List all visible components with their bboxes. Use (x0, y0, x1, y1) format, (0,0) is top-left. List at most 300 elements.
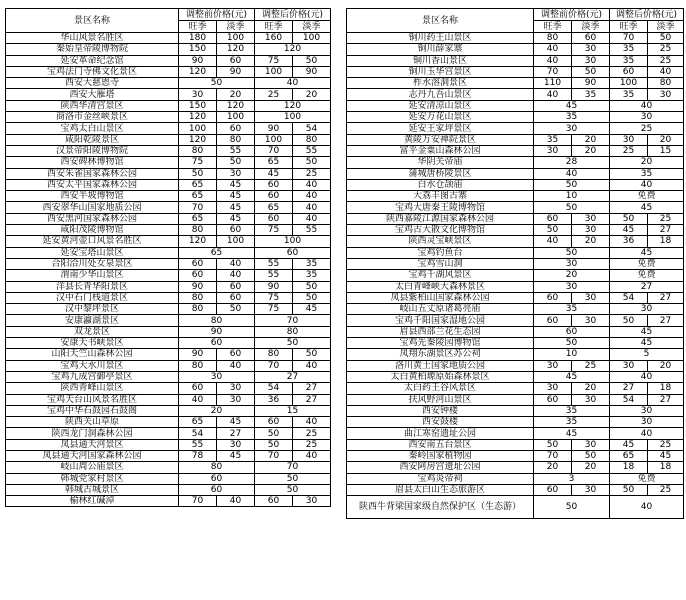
price-after-peak: 55 (255, 270, 293, 281)
price-after-off: 27 (293, 383, 331, 394)
price-before-off: 90 (572, 78, 610, 89)
price-before-peak: 60 (179, 270, 217, 281)
price-after-peak: 90 (255, 281, 293, 292)
scenic-name: 榆林红碱淖 (6, 496, 179, 507)
scenic-name: 宝鸡钓鱼台 (347, 247, 534, 258)
price-before-peak: 120 (179, 66, 217, 77)
scenic-name: 宝鸡古大散文化博物馆 (347, 225, 534, 236)
scenic-name: 咸阳茂陵博物馆 (6, 225, 179, 236)
price-before-off: 27 (217, 428, 255, 439)
table-row (347, 225, 684, 236)
price-after-peak: 50 (255, 439, 293, 450)
price-after-peak: 25 (610, 145, 648, 156)
price-before-peak: 90 (179, 281, 217, 292)
price-before-off: 35 (572, 89, 610, 100)
scenic-name: 西安太平国家森林公园 (6, 179, 179, 190)
price-before-peak: 54 (179, 428, 217, 439)
price-before-peak: 80 (179, 145, 217, 156)
scenic-name: 西安朱雀国家森林公园 (6, 168, 179, 179)
price-before-peak: 30 (179, 89, 217, 100)
price-before-peak: 80 (179, 225, 217, 236)
table-row (6, 33, 331, 44)
table-row (347, 145, 684, 156)
price-before-peak: 50 (534, 439, 572, 450)
table-row (6, 304, 331, 315)
scenic-name: 岐山周公庙景区 (6, 462, 179, 473)
price-after-unified: 70 (255, 462, 331, 473)
price-after-unified: 5 (610, 349, 684, 360)
scenic-name: 宝鸡雪山洞 (347, 258, 534, 269)
price-after-unified: 30 (610, 112, 684, 123)
scenic-name: 凤县通天河景区 (6, 439, 179, 450)
price-after-peak: 54 (610, 292, 648, 303)
table-row (347, 371, 684, 382)
price-after-unified: 27 (255, 371, 331, 382)
price-after-unified: 50 (255, 338, 331, 349)
scenic-name: 铜川玉华宫景区 (347, 66, 534, 77)
header-after: 调整后价格(元) (255, 9, 331, 21)
price-before-off: 30 (217, 439, 255, 450)
table-row (6, 371, 331, 382)
price-after-peak: 45 (255, 168, 293, 179)
table-row (6, 179, 331, 190)
price-before-unified: 3 (534, 473, 610, 484)
price-before-off: 120 (217, 44, 255, 55)
table-row (347, 112, 684, 123)
price-after-off: 55 (293, 145, 331, 156)
price-after-peak: 27 (610, 383, 648, 394)
price-after-peak: 45 (610, 225, 648, 236)
table-row (6, 450, 331, 461)
price-before-peak: 40 (179, 394, 217, 405)
scenic-name: 秦岭国家植物园 (347, 450, 534, 461)
price-before-unified: 35 (534, 417, 610, 428)
scenic-name: 宝鸡中华石鼓园石鼓阁 (6, 405, 179, 416)
table-row (347, 315, 684, 326)
price-before-peak: 70 (534, 66, 572, 77)
table-row (6, 360, 331, 371)
price-before-off: 60 (217, 123, 255, 134)
price-after-peak: 55 (255, 258, 293, 269)
table-row (347, 258, 684, 269)
price-after-off: 25 (293, 439, 331, 450)
price-after-unified: 60 (255, 247, 331, 258)
price-after-off: 45 (293, 304, 331, 315)
price-before-peak: 80 (179, 304, 217, 315)
price-before-peak: 60 (534, 394, 572, 405)
table-row (6, 225, 331, 236)
price-after-unified: 120 (255, 44, 331, 55)
price-before-unified: 20 (534, 270, 610, 281)
price-before-peak: 60 (534, 315, 572, 326)
price-after-unified: 40 (610, 100, 684, 111)
price-after-peak: 30 (610, 360, 648, 371)
price-before-unified: 10 (534, 349, 610, 360)
price-after-off: 50 (648, 33, 684, 44)
price-before-peak: 120 (179, 134, 217, 145)
price-after-peak: 75 (255, 292, 293, 303)
table-row (347, 428, 684, 439)
price-before-unified: 10 (534, 191, 610, 202)
price-after-unified: 50 (255, 473, 331, 484)
table-row (6, 123, 331, 134)
price-before-unified: 35 (534, 112, 610, 123)
price-after-off: 20 (293, 89, 331, 100)
price-before-peak: 60 (534, 484, 572, 495)
scenic-name: 咸阳乾陵景区 (6, 134, 179, 145)
scenic-name: 志丹九吾山景区 (347, 89, 534, 100)
price-after-off: 50 (293, 281, 331, 292)
table-row (347, 450, 684, 461)
price-after-peak: 25 (255, 89, 293, 100)
price-before-off: 30 (217, 383, 255, 394)
price-after-peak: 30 (610, 134, 648, 145)
price-before-off: 55 (217, 145, 255, 156)
price-before-peak: 90 (179, 349, 217, 360)
price-before-unified: 65 (179, 247, 255, 258)
price-before-peak: 30 (534, 383, 572, 394)
price-before-unified: 30 (534, 281, 610, 292)
scenic-name: 陕西灵宝峡景区 (347, 236, 534, 247)
scenic-name: 汉景帝阳陵博物院 (6, 145, 179, 156)
price-before-off: 45 (217, 191, 255, 202)
price-before-unified: 35 (534, 304, 610, 315)
price-before-peak: 75 (179, 157, 217, 168)
price-before-peak: 65 (179, 213, 217, 224)
price-after-peak: 70 (255, 360, 293, 371)
price-before-peak: 40 (534, 55, 572, 66)
scenic-name: 西安阿房宫遗址公园 (347, 462, 534, 473)
price-before-off: 90 (217, 66, 255, 77)
price-before-peak: 180 (179, 33, 217, 44)
table-row (6, 89, 331, 100)
price-after-off: 80 (293, 134, 331, 145)
price-before-peak: 65 (179, 179, 217, 190)
price-after-unified: 免费 (610, 258, 684, 269)
header-row (6, 9, 331, 21)
price-after-off: 27 (648, 225, 684, 236)
scenic-name: 洛川黄土国家地质公园 (347, 360, 534, 371)
header-row (347, 9, 684, 21)
price-before-peak: 120 (179, 112, 217, 123)
table-row (347, 55, 684, 66)
price-after-peak: 160 (255, 33, 293, 44)
scenic-name: 宝鸡先秦陵园博物馆 (347, 338, 534, 349)
price-after-unified: 25 (610, 123, 684, 134)
price-after-peak: 90 (255, 123, 293, 134)
scenic-name: 延安王家坪景区 (347, 123, 534, 134)
price-after-peak: 70 (610, 33, 648, 44)
price-table-right (346, 8, 684, 519)
scenic-name: 眉县太白山生态旅游区 (347, 484, 534, 495)
scenic-name: 安康天书峡景区 (6, 338, 179, 349)
scenic-name: 宝鸡千阳国家湿地公园 (347, 315, 534, 326)
price-before-off: 50 (572, 450, 610, 461)
price-after-peak: 70 (255, 450, 293, 461)
price-before-off: 60 (217, 281, 255, 292)
price-before-unified: 60 (534, 326, 610, 337)
table-row (347, 134, 684, 145)
price-after-off: 30 (293, 496, 331, 507)
table-row (6, 66, 331, 77)
price-before-peak: 55 (179, 439, 217, 450)
scenic-name: 华阴关帝庙 (347, 157, 534, 168)
price-after-unified: 免费 (610, 473, 684, 484)
table-row (6, 462, 331, 473)
price-after-unified: 40 (255, 78, 331, 89)
table-row (6, 258, 331, 269)
scenic-name: 延安宝塔山景区 (6, 247, 179, 258)
price-after-off: 30 (648, 89, 684, 100)
price-before-off: 20 (572, 236, 610, 247)
table-row (6, 213, 331, 224)
table-row (6, 78, 331, 89)
table-row (6, 394, 331, 405)
price-after-off: 25 (648, 55, 684, 66)
price-before-peak: 90 (179, 55, 217, 66)
scenic-name: 太白药王谷风景区 (347, 383, 534, 394)
table-row (6, 349, 331, 360)
scenic-name: 秦始皇帝陵博物院 (6, 44, 179, 55)
price-after-off: 27 (648, 292, 684, 303)
price-after-unified: 30 (610, 417, 684, 428)
price-after-unified: 50 (255, 484, 331, 495)
price-before-unified: 90 (179, 326, 255, 337)
price-after-off: 25 (293, 168, 331, 179)
price-after-peak: 50 (610, 315, 648, 326)
price-before-off: 20 (572, 145, 610, 156)
price-after-peak: 50 (255, 428, 293, 439)
price-before-unified: 80 (179, 462, 255, 473)
price-after-peak: 60 (255, 191, 293, 202)
table-row (347, 66, 684, 77)
price-after-off: 25 (293, 428, 331, 439)
price-after-unified: 45 (610, 202, 684, 213)
price-after-off: 15 (648, 145, 684, 156)
table-row (347, 213, 684, 224)
scenic-name: 扶风野河山景区 (347, 394, 534, 405)
table-row (6, 100, 331, 111)
table-row (347, 394, 684, 405)
table-row (347, 292, 684, 303)
table-row (6, 236, 331, 247)
table-row (347, 123, 684, 134)
price-after-unified: 80 (255, 326, 331, 337)
scenic-name: 西安大慈恩寺 (6, 78, 179, 89)
table-row (6, 484, 331, 495)
price-before-off: 30 (572, 213, 610, 224)
price-after-off: 27 (648, 394, 684, 405)
price-after-peak: 45 (610, 439, 648, 450)
price-before-off: 20 (572, 383, 610, 394)
scenic-name: 山阳天竺山森林公园 (6, 349, 179, 360)
scenic-name: 蒲城唐桥陵景区 (347, 168, 534, 179)
price-after-peak: 65 (255, 157, 293, 168)
price-before-peak: 40 (534, 44, 572, 55)
header-scenic: 景区名称 (6, 9, 179, 33)
price-after-off: 40 (293, 417, 331, 428)
price-before-unified: 60 (179, 484, 255, 495)
price-before-peak: 80 (179, 360, 217, 371)
scenic-name: 柞水溶洞景区 (347, 78, 534, 89)
price-before-off: 30 (572, 484, 610, 495)
price-before-peak: 30 (534, 145, 572, 156)
header-before: 调整前价格(元) (179, 9, 255, 21)
price-after-peak: 50 (610, 484, 648, 495)
price-before-unified: 30 (179, 371, 255, 382)
price-after-peak: 35 (610, 44, 648, 55)
price-before-peak: 20 (534, 462, 572, 473)
table-row (6, 44, 331, 55)
price-after-unified: 40 (610, 496, 684, 519)
scenic-name: 宝鸡炎帝祠 (347, 473, 534, 484)
price-before-peak: 150 (179, 44, 217, 55)
scenic-name: 陕西关山草原 (6, 417, 179, 428)
scenic-name: 西安黑河国家森林公园 (6, 213, 179, 224)
price-before-off: 30 (572, 55, 610, 66)
table-row (347, 89, 684, 100)
price-after-unified: 30 (610, 405, 684, 416)
price-before-off: 100 (217, 112, 255, 123)
table-row (6, 439, 331, 450)
price-before-unified: 35 (534, 405, 610, 416)
scenic-name: 延安万花山景区 (347, 112, 534, 123)
table-row (347, 484, 684, 495)
price-before-unified: 60 (179, 338, 255, 349)
scenic-name: 岐山五丈原诸葛亮庙 (347, 304, 534, 315)
price-after-peak: 100 (255, 134, 293, 145)
subheader-peak-after: 旺季 (255, 21, 293, 33)
price-before-off: 40 (217, 496, 255, 507)
price-before-peak: 50 (534, 225, 572, 236)
price-after-unified: 45 (610, 247, 684, 258)
table-row (347, 349, 684, 360)
table-row (6, 145, 331, 156)
price-before-off: 60 (217, 292, 255, 303)
scenic-name: 宝鸡大唐秦王陵博物馆 (347, 202, 534, 213)
table-row (6, 383, 331, 394)
scenic-name: 陕西牛背梁国家级自然保护区（生态游） (347, 496, 534, 519)
price-after-off: 90 (293, 66, 331, 77)
price-after-peak: 60 (255, 496, 293, 507)
scenic-name: 白水仓颉庙 (347, 179, 534, 190)
scenic-name: 西安南五台景区 (347, 439, 534, 450)
price-before-off: 45 (217, 202, 255, 213)
price-after-peak: 80 (255, 349, 293, 360)
price-before-off: 50 (217, 157, 255, 168)
price-before-off: 20 (217, 89, 255, 100)
scenic-name: 延安清凉山景区 (347, 100, 534, 111)
table-row (6, 292, 331, 303)
price-after-peak: 60 (255, 179, 293, 190)
price-after-off: 40 (648, 66, 684, 77)
price-before-unified: 50 (179, 78, 255, 89)
scenic-name: 宝鸡千湖风景区 (347, 270, 534, 281)
price-after-off: 35 (293, 258, 331, 269)
price-after-off: 40 (293, 450, 331, 461)
price-after-unified: 100 (255, 112, 331, 123)
price-after-off: 25 (648, 439, 684, 450)
scenic-name: 铜川药王山景区 (347, 33, 534, 44)
scenic-name: 凤翔东湖景区苏公祠 (347, 349, 534, 360)
scenic-name: 陕西龙门洞森林公园 (6, 428, 179, 439)
price-after-unified: 30 (610, 304, 684, 315)
price-before-off: 45 (217, 417, 255, 428)
table-row (6, 191, 331, 202)
subheader-peak-after: 旺季 (610, 21, 648, 33)
table-row (347, 281, 684, 292)
price-before-off: 60 (217, 349, 255, 360)
price-before-peak: 70 (534, 450, 572, 461)
price-after-unified: 45 (610, 338, 684, 349)
price-after-off: 50 (293, 349, 331, 360)
table-row (6, 168, 331, 179)
price-after-unified: 100 (255, 236, 331, 247)
price-before-peak: 70 (179, 496, 217, 507)
price-after-off: 40 (293, 191, 331, 202)
scenic-name: 太白青峰峡大森林景区 (347, 281, 534, 292)
table-row (6, 247, 331, 258)
subheader-peak-before: 旺季 (534, 21, 572, 33)
price-before-off: 40 (217, 270, 255, 281)
table-row (347, 439, 684, 450)
price-after-unified: 120 (255, 100, 331, 111)
table-row (347, 157, 684, 168)
table-row (6, 326, 331, 337)
table-row (6, 405, 331, 416)
table-row (347, 417, 684, 428)
table-row (6, 112, 331, 123)
table-row (347, 179, 684, 190)
table-row (6, 270, 331, 281)
price-after-off: 25 (648, 44, 684, 55)
price-before-unified: 30 (534, 258, 610, 269)
price-after-peak: 75 (255, 304, 293, 315)
price-before-off: 30 (572, 394, 610, 405)
price-after-peak: 35 (610, 55, 648, 66)
price-before-unified: 45 (534, 428, 610, 439)
price-before-unified: 50 (534, 496, 610, 519)
price-after-unified: 70 (255, 315, 331, 326)
price-after-off: 25 (648, 484, 684, 495)
price-before-off: 30 (572, 439, 610, 450)
subheader-off-before: 淡季 (217, 21, 255, 33)
scenic-name: 宝鸡大水川景区 (6, 360, 179, 371)
price-after-off: 35 (293, 270, 331, 281)
price-after-off: 27 (648, 315, 684, 326)
price-before-off: 25 (572, 360, 610, 371)
price-after-off: 27 (293, 394, 331, 405)
price-before-peak: 150 (179, 100, 217, 111)
scenic-name: 韩城古城景区 (6, 484, 179, 495)
table-row (347, 360, 684, 371)
price-before-unified: 60 (179, 473, 255, 484)
price-before-off: 60 (217, 55, 255, 66)
price-after-unified: 40 (610, 179, 684, 190)
scenic-name: 富平金粟山森林公园 (347, 145, 534, 156)
price-before-off: 100 (217, 236, 255, 247)
price-after-off: 50 (293, 292, 331, 303)
price-after-peak: 60 (255, 417, 293, 428)
price-before-off: 30 (572, 44, 610, 55)
scenic-name: 宝鸡法门寺佛文化景区 (6, 66, 179, 77)
table-row (6, 202, 331, 213)
price-after-unified: 免费 (610, 191, 684, 202)
scenic-name: 曲江寒窑遗址公园 (347, 428, 534, 439)
price-after-unified: 20 (610, 157, 684, 168)
scenic-name: 陕西嘉陵江源国家森林公园 (347, 213, 534, 224)
price-after-peak: 65 (255, 202, 293, 213)
